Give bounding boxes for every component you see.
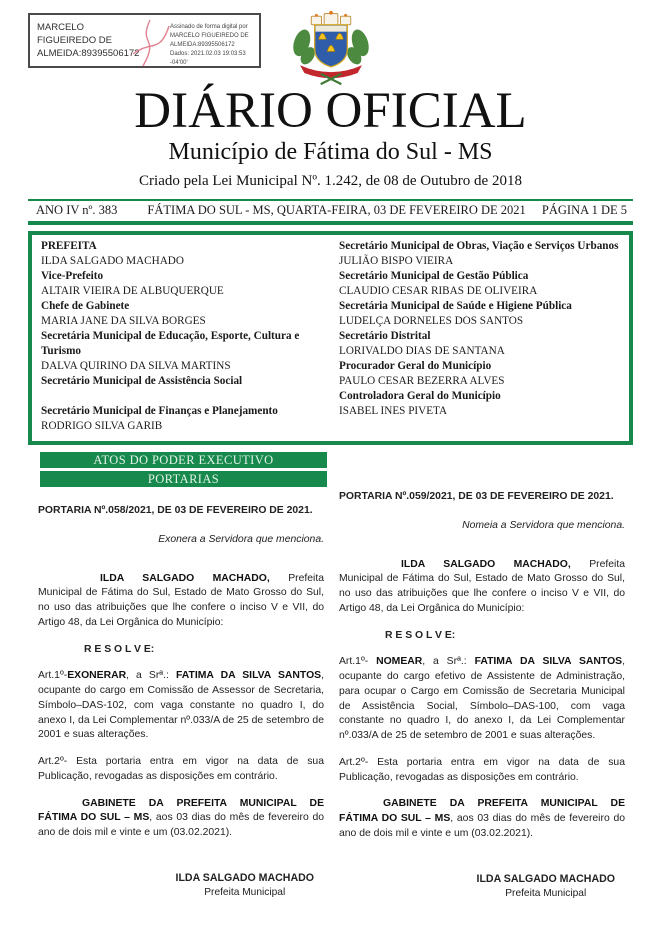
official-name: ALTAIR VIEIRA DE ALBUQUERQUE [41,285,224,297]
official-name: CLAUDIO CESAR RIBAS DE OLIVEIRA [339,285,538,297]
signature-block [477,872,616,902]
page-indicator: PÁGINA 1 DE 5 [541,203,627,217]
edition-number: ANO IV nº. 383 [36,203,118,217]
servant-name: FATIMA DA SILVA SANTOS [474,656,623,668]
official-name: LORIVALDO DIAS DE SANTANA [339,345,505,357]
official-role: PREFEITA [41,240,97,252]
official-role: Secretário Municipal de Gestão Pública [339,270,529,282]
resolve-heading: R E S O L V E: [84,643,155,655]
portaria-title: PORTARIA Nº.058/2021, DE 03 DE FEVEREIRO DE 2021. [38,505,313,516]
article-1-action: EXONERAR [67,670,127,682]
mayor-name: ILDA SALGADO MACHADO, [401,558,571,570]
officials-right-column [339,239,621,434]
official-name: ISABEL INES PIVETA [339,405,448,417]
signatory-name: ILDA SALGADO MACHADO [175,872,314,885]
article-2: Art.2º- Esta portaria entra em vigor na data de sua Publicação, revogadas as disposições em contrário. [339,756,625,783]
portaria-preamble [38,572,324,631]
official-name: PAULO CESAR BEZERRA ALVES [339,375,505,387]
portaria-058 [38,504,324,901]
article-1-prefix: Art.1º- [38,670,68,682]
official-role: Secretário Distrital [339,330,431,342]
preamble-text: Prefeita Municipal de Fátima do Sul, Estado de Mato Grosso do Sul, no uso das atribuições que lhe confere o inciso V e VII, do Artigo 48, da Lei Orgânica do Município: [339,558,625,614]
gabinete-text: , aos 03 dias do mês de fevereiro do ano de dois mil e vinte e um (03.02.2021). [38,812,324,839]
portaria-title: PORTARIA Nº.059/2021, DE 03 DE FEVEREIRO DE 2021. [339,491,614,502]
section-header-portarias: PORTARIAS [40,471,327,487]
digital-signature-stamp [28,13,261,68]
article-1-action: NOMEAR [376,656,423,668]
official-role: Controladora Geral do Município [339,390,501,402]
official-role: Procurador Geral do Município [339,360,492,372]
official-name: LUDELÇA DORNELES DOS SANTOS [339,315,524,327]
portaria-preamble [339,558,625,617]
article-1-mid: , a Srª.: [126,670,176,682]
signatory-name: ILDA SALGADO MACHADO [476,872,615,885]
official-role: Secretário Municipal de Assistência Social [41,375,243,387]
municipal-coat-of-arms-icon [288,8,374,88]
gabinete-clause [38,797,324,841]
section-banners [40,452,661,487]
article-1 [38,669,324,743]
official-name: DALVA QUIRINO DA SILVA MARTINS [41,360,231,372]
official-name [41,389,323,404]
gabinete-bold: GABINETE DA PREFEITA MUNICIPAL DE FÁTIMA DO SUL – MS [38,797,324,824]
signature-date-text: Dados: 2021.02.03 19:03:53 -04'00' [170,51,246,66]
article-1-prefix: Art.1º- [339,656,377,668]
dateline-bar [28,199,633,225]
servant-name: FATIMA DA SILVA SANTOS [175,670,322,682]
gazette-creation-law: Criado pela Lei Municipal Nº. 1.242, de 08 de Outubro de 2018 [139,173,522,189]
signatory-role: Prefeita Municipal [505,887,587,899]
publication-date: FÁTIMA DO SUL - MS, QUARTA-FEIRA, 03 DE FEVEREIRO DE 2021 [147,203,526,217]
article-1-mid: , a Srª.: [422,656,475,668]
article-1 [339,655,625,744]
official-name: JULIÃO BISPO VIEIRA [339,255,454,267]
official-name: MARIA JANE DA SILVA BORGES [41,315,206,327]
gabinete-clause [339,797,625,841]
officials-left-column [41,239,323,434]
signature-details [136,15,259,66]
official-name: RODRIGO SILVA GARIB [41,420,163,432]
official-role: Secretária Municipal de Saúde e Higiene Pública [339,300,572,312]
gazette-subtitle: Município de Fátima do Sul - MS [168,139,493,165]
gabinete-text: , aos 03 dias do mês de fevereiro do ano de dois mil e vinte e um (03.02.2021). [339,813,625,840]
portaria-subject: Nomeia a Servidora que menciona. [462,519,625,531]
signer-name: MARCELO FIGUEIREDO DE ALMEIDA:89395506172 [37,22,140,59]
article-1-text: , ocupante do cargo efetivo de Assistente de Administração, para ocupar o Cargo em Comissão de Secretaria Municipal de Assistência Social, Símbolo–DAS-100, com vaga constante no quadro I, do anexo I, da Lei Complementar nº.033/A de 25 de setembro de 2001 e suas alterações. [339,656,625,742]
resolve-heading: R E S O L V E: [385,629,456,641]
signatory-role: Prefeita Municipal [204,887,286,899]
signature-details-text: Assinado de forma digital por MARCELO FIGUEIREDO DE ALMEIDA:89395506172 [170,24,249,48]
mayor-name: ILDA SALGADO MACHADO, [100,572,270,584]
portaria-059 [339,490,625,901]
official-role: Secretário Municipal de Finanças e Planejamento [41,405,278,417]
article-2: Art.2º- Esta portaria entra em vigor na data de sua Publicação, revogadas as disposições em contrário. [38,756,324,782]
official-name: ILDA SALGADO MACHADO [41,255,184,267]
signature-block [176,871,315,901]
gabinete-bold: GABINETE DA PREFEITA MUNICIPAL DE FÁTIMA DO SUL – MS [339,798,625,825]
portaria-subject: Exonera a Servidora que menciona. [158,533,324,545]
preamble-text: Prefeita Municipal de Fátima do Sul, Estado de Mato Grosso do Sul, no uso das atribuições que lhe confere o inciso V e VII, do Artigo 48, da Lei Orgânica do Município: [38,572,324,628]
official-role: Vice-Prefeito [41,270,104,282]
officials-box [28,231,633,445]
official-role: Chefe de Gabinete [41,300,130,312]
section-header-atos: ATOS DO PODER EXECUTIVO [40,452,327,468]
article-1-text: , ocupante do cargo em Comissão de Assessor de Secretaria, Símbolo–DAS-102, com vaga constante no quadro I, do anexo I, da Lei Complementar nº.033/A de 25 de setembro de 2001 e suas alterações. [38,670,324,741]
official-role: Secretária Municipal de Educação, Esporte, Cultura e Turismo [41,330,300,357]
official-role: Secretário Municipal de Obras, Viação e Serviços Urbanos [339,240,619,252]
document-body [38,490,625,901]
gazette-title: DIÁRIO OFICIAL [134,83,527,139]
